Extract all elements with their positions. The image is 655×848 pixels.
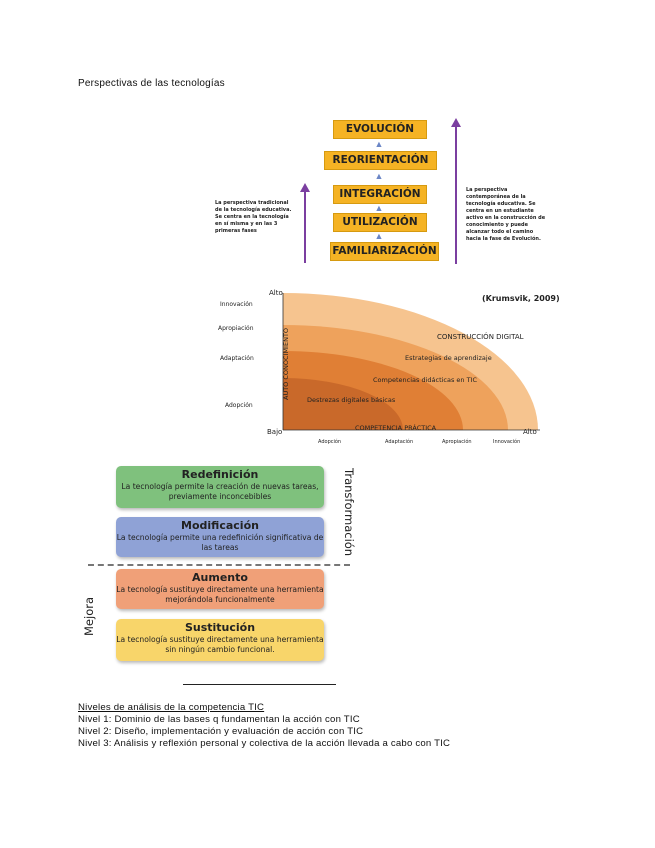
band-label: Competencias didácticas en TIC	[373, 376, 478, 384]
samr-redefinicion	[116, 466, 324, 508]
contemporary-note: La perspectiva contemporánea de la tecnología educativa. Se centra en un estudiante activo en la construcción de conocimiento y puede alcanzar todo el camino hacia la fase de Evolución.	[466, 187, 546, 242]
contemporary-arrow-icon	[449, 118, 463, 264]
x-axis-label: COMPETENCIA PRÁCTICA	[355, 424, 437, 432]
level-item: Nivel 1: Dominio de las bases q fundamentan la acción con TIC	[78, 714, 360, 725]
step-arrow-icon: ▲	[374, 203, 384, 213]
y-level-label: Innovación	[220, 301, 253, 308]
transformacion-label: Transformación	[342, 468, 356, 557]
step-familiarizacion: FAMILIARIZACIÓN	[330, 242, 439, 261]
band-label: Destrezas digitales básicas	[307, 396, 396, 404]
step-arrow-icon: ▲	[374, 231, 384, 241]
page-title: Perspectivas de las tecnologías	[78, 78, 225, 89]
level-item: Nivel 2: Diseño, implementación y evaluación de acción con TIC	[78, 726, 364, 737]
krumsvik-diagram	[195, 285, 575, 450]
y-high-label: Alto	[269, 289, 283, 297]
samr-title: Sustitución	[184, 621, 256, 634]
step-utilizacion: UTILIZACIÓN	[333, 213, 427, 232]
traditional-note: La perspectiva tradicional de la tecnología educativa. Se centra en la tecnología en sí misma y en las 3 primeras fases	[215, 200, 292, 234]
origin-label: Bajo	[267, 428, 283, 436]
samr-aumento	[116, 569, 324, 609]
step-arrow-icon: ▲	[374, 139, 384, 149]
traditional-arrow-icon	[298, 183, 312, 263]
step-evolucion: EVOLUCIÓN	[333, 120, 427, 139]
divider-line	[88, 564, 350, 566]
samr-description: La tecnología sustituye directamente una herramienta mejorándola funcionalmente	[116, 585, 324, 604]
x-level-label: Apropiación	[442, 439, 472, 445]
samr-title: Aumento	[192, 571, 248, 584]
x-high-label: Alto	[523, 428, 537, 436]
band-label: Estrategias de aprendizaje	[405, 354, 492, 362]
samr-description: La tecnología permite la creación de nuevas tareas, previamente inconcebibles	[121, 482, 319, 501]
levels-heading: Niveles de análisis de la competencia TIC	[78, 702, 265, 713]
y-axis-label: AUTO CONOCIMIENTO	[282, 327, 290, 400]
step-reorientacion: REORIENTACIÓN	[324, 151, 437, 170]
step-integracion: INTEGRACIÓN	[333, 185, 427, 204]
samr-title: Modificación	[181, 519, 259, 532]
samr-sustitucion	[116, 619, 324, 661]
samr-title: Redefinición	[181, 468, 259, 481]
mejora-label: Mejora	[82, 596, 96, 636]
step-arrow-icon: ▲	[374, 171, 384, 181]
x-level-label: Adopción	[318, 439, 342, 445]
separator-rule	[183, 684, 336, 685]
x-level-label: Innovación	[493, 439, 521, 445]
levels-section	[78, 702, 450, 750]
y-level-label: Apropiación	[218, 325, 254, 332]
samr-description: La tecnología permite una redefinición significativa de las tareas	[116, 533, 324, 552]
samr-description: La tecnología sustituye directamente una herramienta sin ningún cambio funcional.	[116, 635, 324, 654]
x-level-label: Adaptación	[385, 439, 414, 445]
y-level-label: Adaptación	[220, 355, 254, 362]
samr-modificacion	[116, 517, 324, 557]
level-item: Nivel 3: Análisis y reflexión personal y colectiva de la acción llevada a cabo con TIC	[78, 738, 451, 749]
source-label: (Krumsvik, 2009)	[482, 294, 560, 303]
band-label: CONSTRUCCIÓN DIGITAL	[437, 333, 524, 341]
y-level-label: Adopción	[225, 402, 253, 409]
